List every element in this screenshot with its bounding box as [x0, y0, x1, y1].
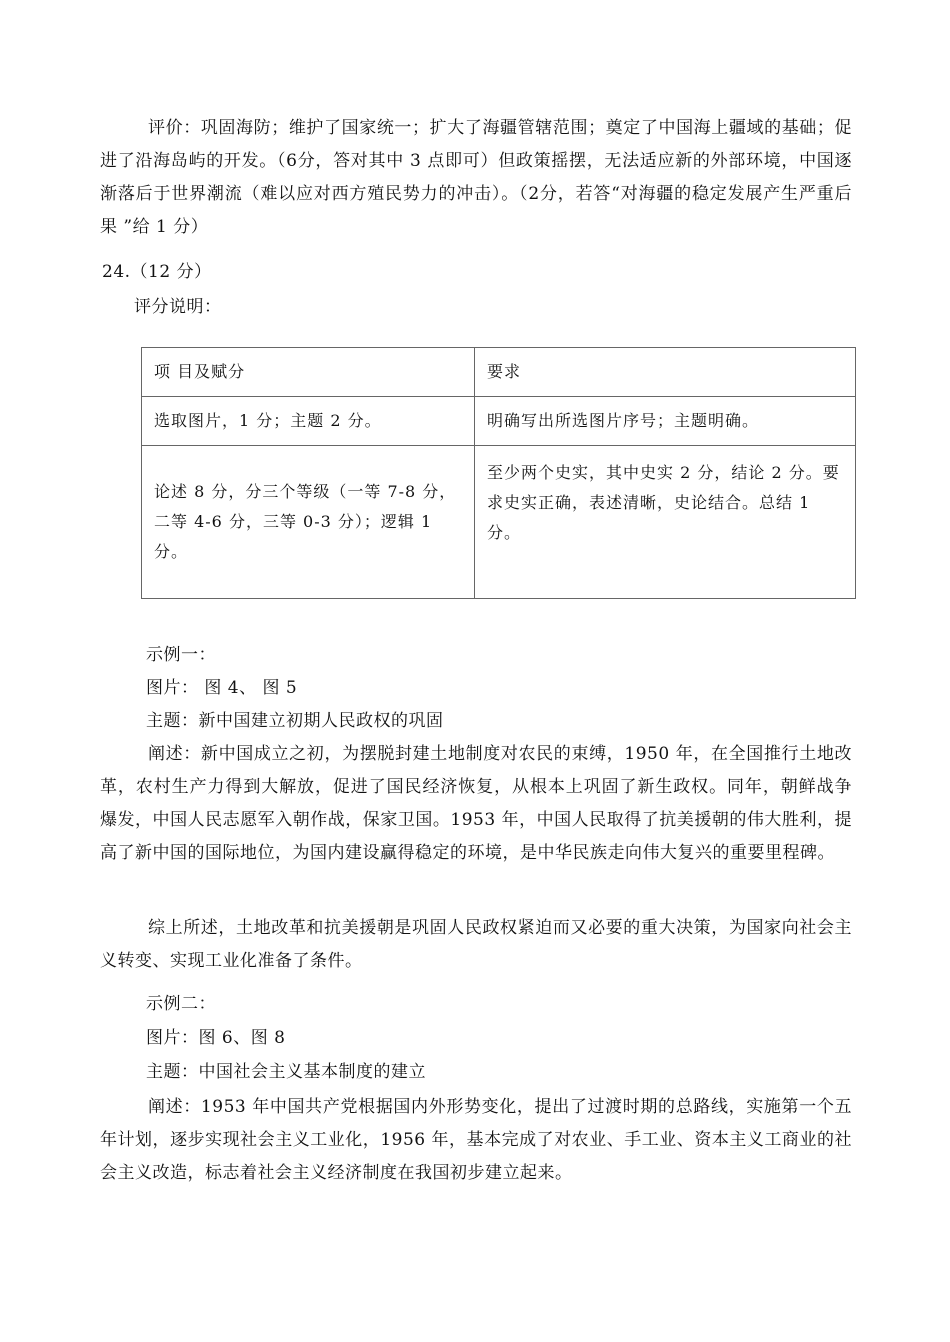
- table-cell-item: 选取图片，1 分；主题 2 分。: [142, 397, 475, 446]
- table-row: [142, 397, 856, 446]
- example2-pictures: 图片：图 6、图 8: [146, 1028, 286, 1048]
- table-header-row: [142, 348, 856, 397]
- example1-pictures: 图片： 图 4、 图 5: [146, 678, 298, 698]
- table-header-item: 项 目及赋分: [142, 348, 475, 397]
- example2-theme: 主题：中国社会主义基本制度的建立: [146, 1062, 426, 1082]
- table-row: [142, 446, 856, 599]
- example1-theme: 主题：新中国建立初期人民政权的巩固: [146, 711, 444, 731]
- table-cell-item: 论述 8 分，分三个等级（一等 7-8 分，二等 4-6 分，三等 0-3 分）；逻辑 1 分。: [142, 446, 475, 599]
- table-header-requirement: 要求: [475, 348, 856, 397]
- example1-elaboration: 阐述：新中国成立之初，为摆脱封建土地制度对农民的束缚，1950 年，在全国推行土地改革，农村生产力得到大解放，促进了国民经济恢复，从根本上巩固了新生政权。同年，朝鲜战争爆发，中国人民志愿军入朝作战，保家卫国。1953 年，中国人民取得了抗美援朝的伟大胜利，提高了新中国的国际地位，为国内建设赢得稳定的环境，是中华民族走向伟大复兴的重要里程碑。: [100, 744, 852, 863]
- scoring-note-label: 评分说明：: [134, 297, 222, 317]
- example1-title: 示例一：: [146, 645, 216, 665]
- question-number: 24.（12 分）: [102, 262, 212, 282]
- evaluation-paragraph: 评价：巩固海防；维护了国家统一；扩大了海疆管辖范围；奠定了中国海上疆域的基础；促进了沿海岛屿的开发。（6分，答对其中 3 点即可）但政策摇摆，无法适应新的外部环境，中国逐渐落后于世界潮流（难以应对西方殖民势力的冲击）。（2分，若答“对海疆的稳定发展产生严重后果 ”给 1 分）: [100, 118, 852, 237]
- table-cell-requirement: 至少两个史实，其中史实 2 分，结论 2 分。要求史实正确，表述清晰，史论结合。总结 1 分。: [475, 446, 856, 599]
- example2-title: 示例二：: [146, 994, 216, 1014]
- table-cell-requirement: 明确写出所选图片序号；主题明确。: [475, 397, 856, 446]
- example2-elaboration: 阐述：1953 年中国共产党根据国内外形势变化，提出了过渡时期的总路线，实施第一个五年计划，逐步实现社会主义工业化，1956 年，基本完成了对农业、手工业、资本主义工商业的社会主义改造，标志着社会主义经济制度在我国初步建立起来。: [100, 1097, 852, 1183]
- example1-summary: 综上所述，土地改革和抗美援朝是巩固人民政权紧迫而又必要的重大决策，为国家向社会主义转变、实现工业化准备了条件。: [100, 918, 852, 971]
- scoring-table: [141, 347, 856, 599]
